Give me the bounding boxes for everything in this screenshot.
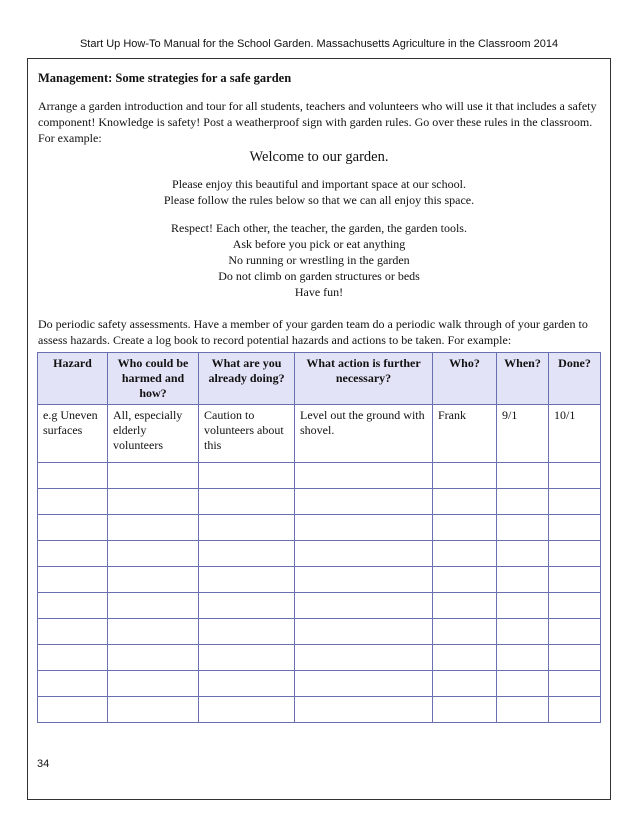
table-cell bbox=[108, 671, 199, 697]
table-cell bbox=[497, 567, 549, 593]
section-heading: Management: Some strategies for a safe garden bbox=[38, 71, 292, 85]
column-header: What are you already doing? bbox=[199, 353, 295, 405]
table-cell bbox=[433, 619, 497, 645]
table-cell bbox=[433, 593, 497, 619]
table-cell bbox=[295, 593, 433, 619]
table-cell bbox=[549, 619, 601, 645]
column-header: Who? bbox=[433, 353, 497, 405]
column-header: Who could be harmed and how? bbox=[108, 353, 199, 405]
table-cell bbox=[199, 489, 295, 515]
assessment-paragraph: Do periodic safety assessments. Have a member of your garden team do a periodic walk through of your garden to assess hazards. Create a log book to record potential hazards and actions to be taken. For example: bbox=[38, 317, 588, 347]
table-cell bbox=[199, 567, 295, 593]
table-cell bbox=[497, 515, 549, 541]
running-header: Start Up How-To Manual for the School Garden. Massachusetts Agriculture in the Classroom 2014 bbox=[79, 38, 559, 50]
hazard-log-table bbox=[37, 352, 601, 723]
table-cell bbox=[108, 645, 199, 671]
column-header: When? bbox=[497, 353, 549, 405]
table-cell bbox=[549, 463, 601, 489]
table-cell bbox=[108, 463, 199, 489]
table-cell bbox=[497, 463, 549, 489]
table-cell bbox=[199, 671, 295, 697]
table-cell bbox=[497, 697, 549, 723]
table-cell bbox=[295, 489, 433, 515]
table-row bbox=[38, 619, 601, 645]
intro-paragraph: Arrange a garden introduction and tour for all students, teachers and volunteers who will use it that includes a safety component! Knowledge is safety! Post a weatherproof sign with garden rules. Go over these rules in the classroom. For example: bbox=[38, 99, 597, 145]
table-row bbox=[38, 463, 601, 489]
table-cell bbox=[433, 671, 497, 697]
table-row bbox=[38, 697, 601, 723]
table-cell bbox=[549, 593, 601, 619]
table-cell bbox=[199, 541, 295, 567]
table-cell bbox=[295, 515, 433, 541]
sign-title: Welcome to our garden. bbox=[249, 149, 389, 165]
table-cell bbox=[295, 671, 433, 697]
table-row bbox=[38, 515, 601, 541]
content-frame bbox=[27, 58, 611, 800]
table-cell bbox=[497, 671, 549, 697]
table-cell: Level out the ground with shovel. bbox=[295, 405, 433, 463]
table-cell bbox=[38, 593, 108, 619]
table-cell: e.g Uneven surfaces bbox=[38, 405, 108, 463]
table-cell bbox=[433, 567, 497, 593]
table-cell bbox=[549, 515, 601, 541]
column-header: Hazard bbox=[38, 353, 108, 405]
table-cell bbox=[549, 671, 601, 697]
table-row bbox=[38, 671, 601, 697]
table-cell bbox=[108, 489, 199, 515]
content-body bbox=[38, 71, 600, 348]
table-cell bbox=[108, 619, 199, 645]
table-row bbox=[38, 593, 601, 619]
table-cell: Caution to volunteers about this bbox=[199, 405, 295, 463]
table-cell bbox=[108, 567, 199, 593]
table-cell bbox=[38, 645, 108, 671]
table-cell bbox=[38, 515, 108, 541]
table-cell: 10/1 bbox=[549, 405, 601, 463]
table-cell bbox=[497, 593, 549, 619]
table-cell bbox=[549, 541, 601, 567]
table-row bbox=[38, 567, 601, 593]
table-cell bbox=[549, 697, 601, 723]
table-cell bbox=[295, 619, 433, 645]
table-cell bbox=[549, 645, 601, 671]
table-cell: 9/1 bbox=[497, 405, 549, 463]
table-cell bbox=[433, 463, 497, 489]
table-cell bbox=[38, 489, 108, 515]
table-cell bbox=[38, 463, 108, 489]
table-cell bbox=[497, 619, 549, 645]
table-cell bbox=[295, 697, 433, 723]
table-cell bbox=[108, 541, 199, 567]
table-cell bbox=[108, 515, 199, 541]
table-cell bbox=[497, 541, 549, 567]
sign-intro-line: Please enjoy this beautiful and important space at our school. bbox=[172, 177, 466, 191]
sign-rule: Respect! Each other, the teacher, the garden, the garden tools. bbox=[171, 221, 467, 235]
table-cell bbox=[295, 463, 433, 489]
column-header: Done? bbox=[549, 353, 601, 405]
sign-rule: No running or wrestling in the garden bbox=[228, 253, 410, 267]
table-cell bbox=[108, 697, 199, 723]
table-cell bbox=[199, 645, 295, 671]
table-cell bbox=[549, 567, 601, 593]
table-header-row bbox=[38, 353, 601, 405]
table-row bbox=[38, 541, 601, 567]
table-cell: All, especially elderly volunteers bbox=[108, 405, 199, 463]
sign-rule: Have fun! bbox=[294, 285, 344, 299]
column-header: What action is further necessary? bbox=[295, 353, 433, 405]
table-cell bbox=[108, 593, 199, 619]
sign-rule: Do not climb on garden structures or beds bbox=[218, 269, 420, 283]
table-cell bbox=[38, 671, 108, 697]
table-row bbox=[38, 489, 601, 515]
table-cell bbox=[549, 489, 601, 515]
table-cell bbox=[199, 463, 295, 489]
table-cell bbox=[38, 541, 108, 567]
table-row bbox=[38, 645, 601, 671]
table-row bbox=[38, 405, 601, 463]
page-number: 34 bbox=[37, 758, 50, 770]
table-cell bbox=[38, 697, 108, 723]
table-cell bbox=[433, 697, 497, 723]
table-cell bbox=[38, 567, 108, 593]
table-cell bbox=[433, 515, 497, 541]
table-cell bbox=[38, 619, 108, 645]
table-cell bbox=[295, 567, 433, 593]
table-cell bbox=[295, 645, 433, 671]
table-cell bbox=[497, 645, 549, 671]
table-cell bbox=[199, 697, 295, 723]
table-cell bbox=[199, 619, 295, 645]
table-cell bbox=[433, 489, 497, 515]
sign-intro-line: Please follow the rules below so that we can all enjoy this space. bbox=[163, 193, 475, 207]
table-cell bbox=[295, 541, 433, 567]
table-cell bbox=[199, 593, 295, 619]
table-cell bbox=[433, 541, 497, 567]
table-cell bbox=[433, 645, 497, 671]
sign-rule: Ask before you pick or eat anything bbox=[232, 237, 406, 251]
table-cell: Frank bbox=[433, 405, 497, 463]
table-cell bbox=[199, 515, 295, 541]
table-cell bbox=[497, 489, 549, 515]
